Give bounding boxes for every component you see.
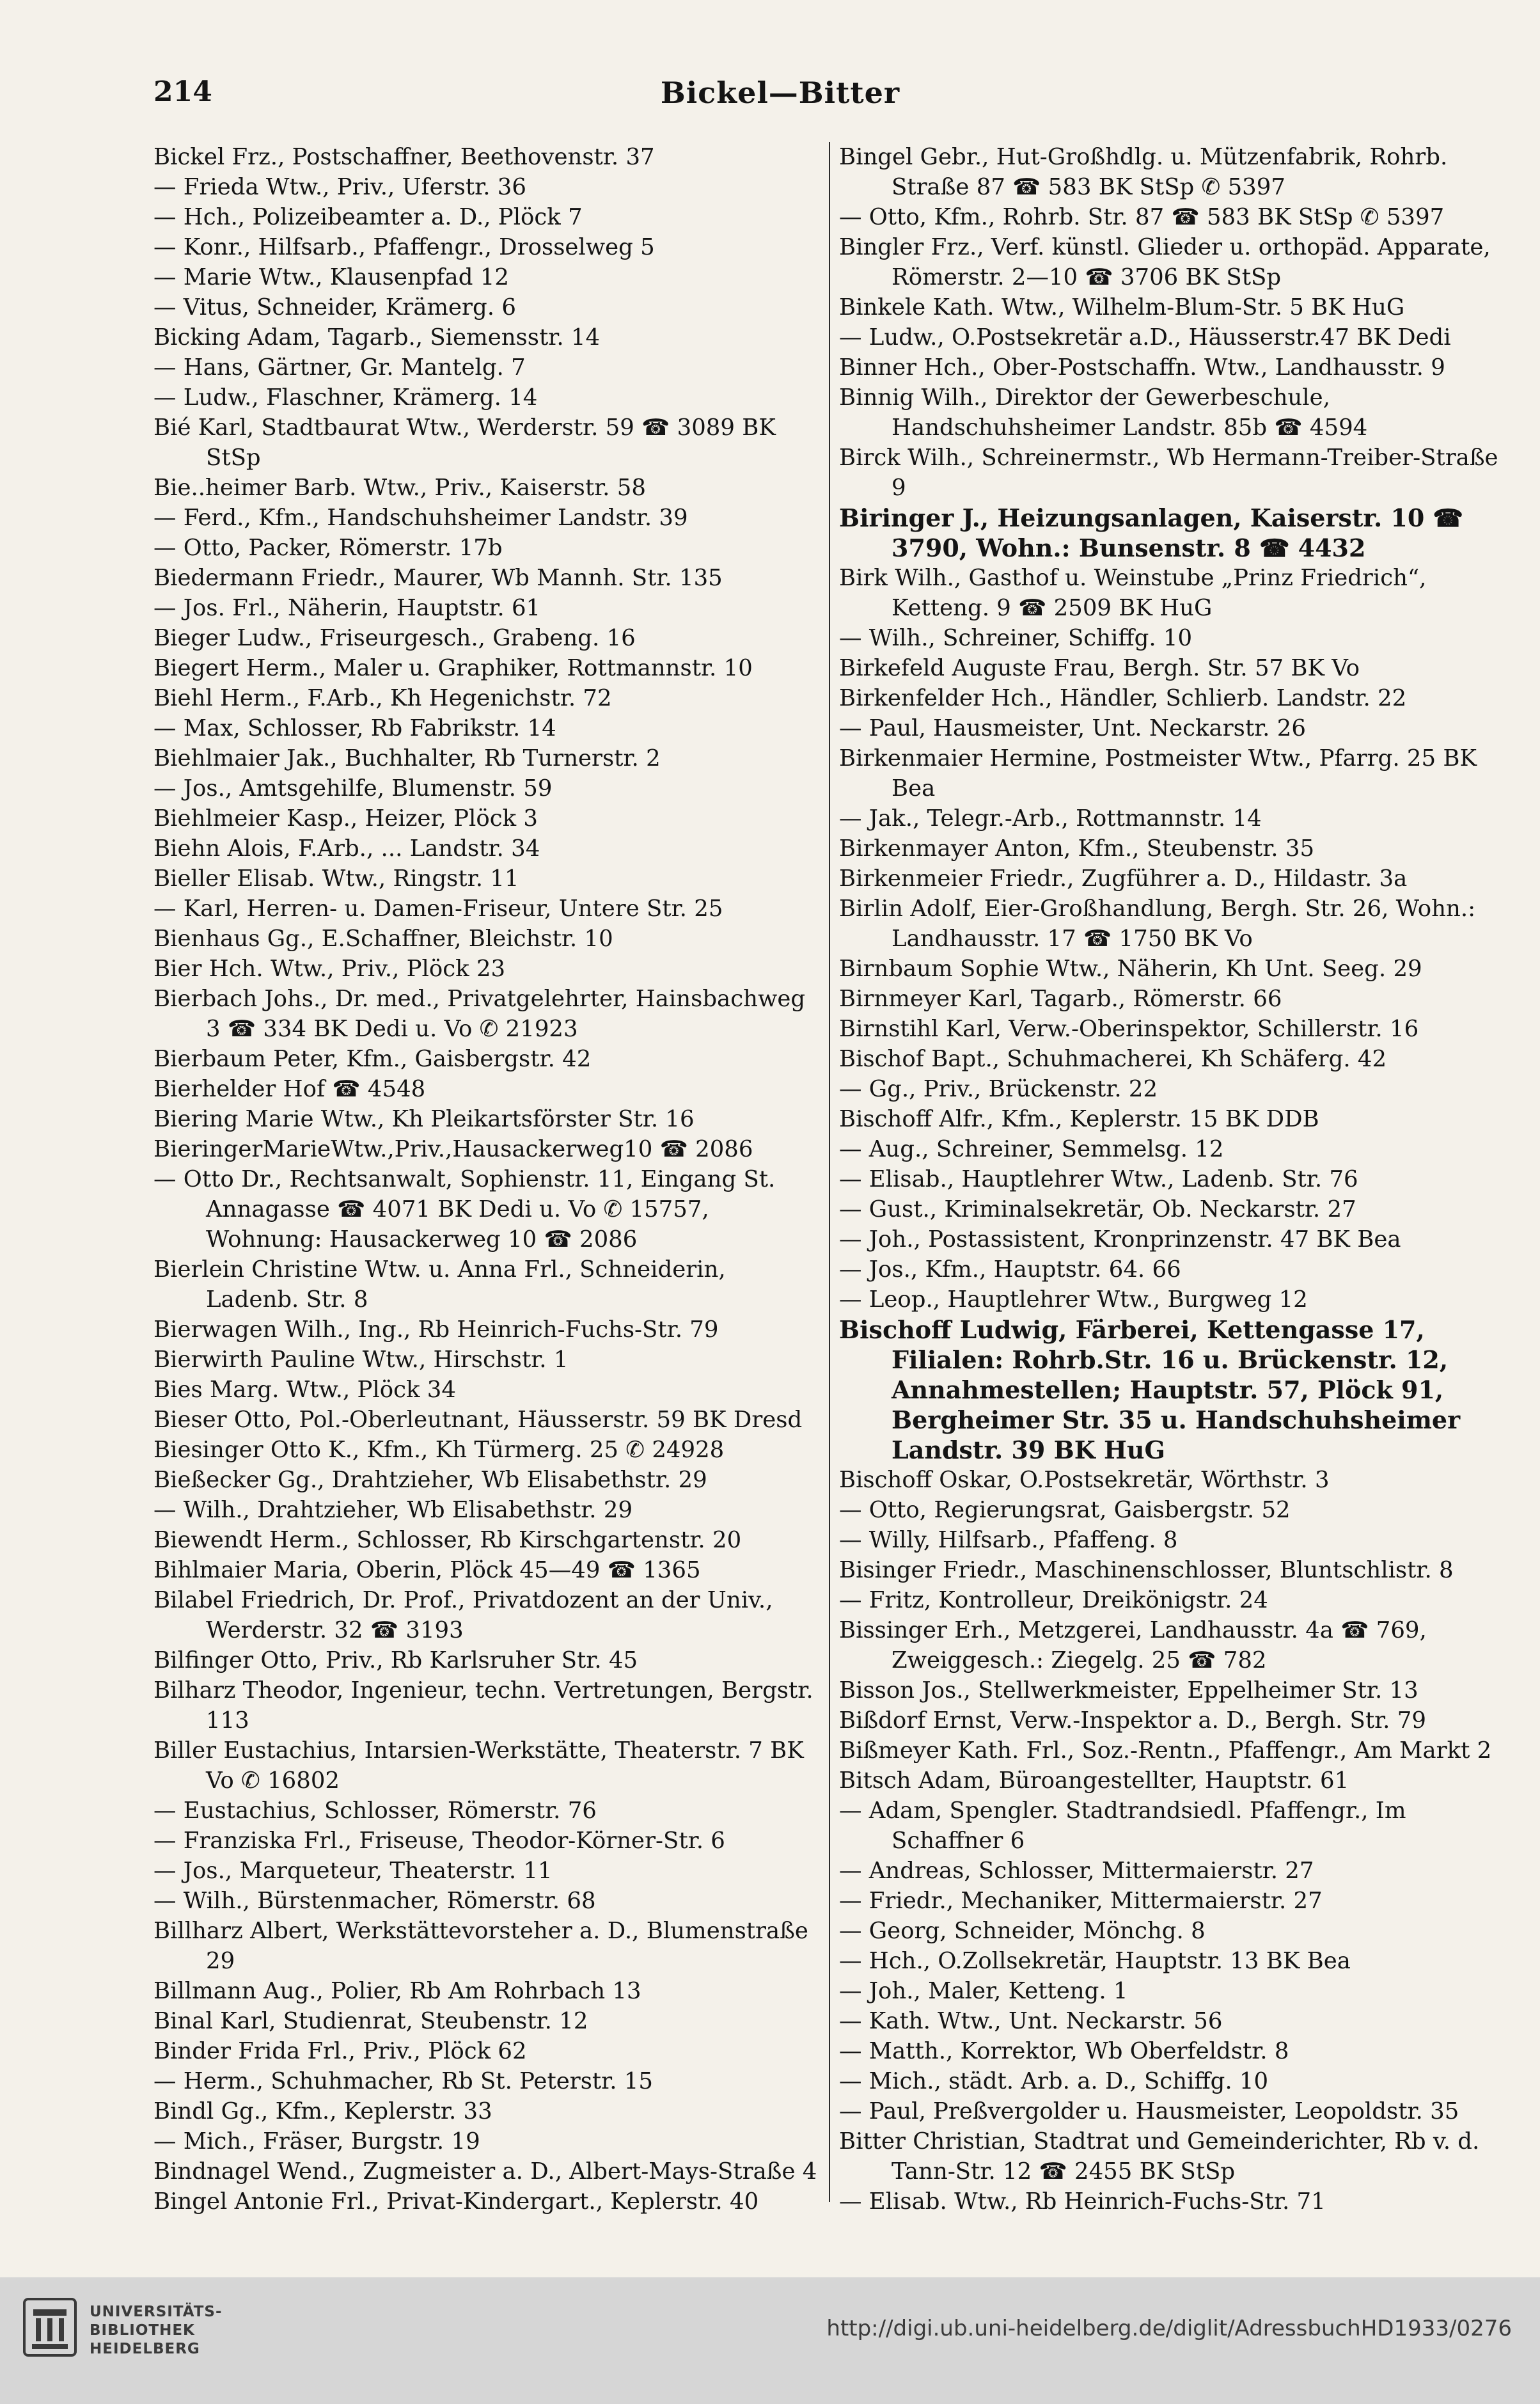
directory-entry: Bingel Gebr., Hut-Großhdlg. u. Mützenfabrik, Rohrb. Straße 87 ☎ 583 BK StSp ✆ 5397 bbox=[839, 144, 1448, 200]
directory-entry: Birkenfelder Hch., Händler, Schlierb. Landstr. 22 bbox=[839, 685, 1407, 711]
directory-entry: Bilabel Friedrich, Dr. Prof., Privatdozent an der Univ., Werderstr. 32 ☎ 3193 bbox=[153, 1587, 773, 1643]
directory-entry: Bingler Frz., Verf. künstl. Glieder u. orthopäd. Apparate, Römerstr. 2—10 ☎ 3706 BK StSp bbox=[839, 234, 1491, 290]
directory-entry: Biering Marie Wtw., Kh Pleikartsförster Str. 16 bbox=[153, 1106, 695, 1132]
directory-entry: — Hch., O.Zollsekretär, Hauptstr. 13 BK Bea bbox=[839, 1948, 1351, 1974]
directory-entry: Biehl Herm., F.Arb., Kh Hegenichstr. 72 bbox=[153, 685, 612, 711]
directory-entry: — Wilh., Bürstenmacher, Römerstr. 68 bbox=[153, 1888, 596, 1914]
directory-entry: Bisson Jos., Stellwerkmeister, Eppelheimer Str. 13 bbox=[839, 1677, 1418, 1704]
page-header bbox=[153, 75, 1407, 127]
directory-entry: Bicking Adam, Tagarb., Siemensstr. 14 bbox=[153, 324, 601, 351]
directory-entry: Bindl Gg., Kfm., Keplerstr. 33 bbox=[153, 2098, 492, 2124]
directory-entry: — Jos. Frl., Näherin, Hauptstr. 61 bbox=[153, 595, 541, 621]
directory-entry: — Paul, Preßvergolder u. Hausmeister, Leopoldstr. 35 bbox=[839, 2098, 1459, 2124]
directory-entry: — Hans, Gärtner, Gr. Mantelg. 7 bbox=[153, 354, 526, 381]
directory-entry: Biedermann Friedr., Maurer, Wb Mannh. Str. 135 bbox=[153, 565, 723, 591]
directory-entry: — Kath. Wtw., Unt. Neckarstr. 56 bbox=[839, 2008, 1223, 2034]
source-url[interactable]: http://digi.ub.uni-heidelberg.de/diglit/AdressbuchHD1933/0276 bbox=[826, 2316, 1512, 2341]
library-name-line: HEIDELBERG bbox=[90, 2341, 200, 2357]
directory-entry: Bingel Antonie Frl., Privat-Kindergart., Keplerstr. 40 bbox=[153, 2188, 759, 2215]
directory-entry: — Fritz, Kontrolleur, Dreikönigstr. 24 bbox=[839, 1587, 1268, 1613]
directory-entry: Bisinger Friedr., Maschinenschlosser, Bluntschlistr. 8 bbox=[839, 1557, 1454, 1583]
directory-entry: Bilharz Theodor, Ingenieur, techn. Vertretungen, Bergstr. 113 bbox=[153, 1677, 813, 1734]
directory-entry: — Mich., städt. Arb. a. D., Schiffg. 10 bbox=[839, 2068, 1269, 2094]
directory-entry: Binkele Kath. Wtw., Wilhelm-Blum-Str. 5 BK HuG bbox=[839, 294, 1405, 320]
directory-entry: — Elisab. Wtw., Rb Heinrich-Fuchs-Str. 71 bbox=[839, 2188, 1326, 2215]
directory-entry: Bissinger Erh., Metzgerei, Landhausstr. 4a ☎ 769, Zweiggesch.: Ziegelg. 25 ☎ 782 bbox=[839, 1617, 1427, 1673]
library-name bbox=[90, 2303, 256, 2359]
directory-entry: Bierwirth Pauline Wtw., Hirschstr. 1 bbox=[153, 1347, 569, 1373]
directory-entry: — Willy, Hilfsarb., Pfaffeng. 8 bbox=[839, 1527, 1178, 1553]
directory-entry: Birnstihl Karl, Verw.-Oberinspektor, Schillerstr. 16 bbox=[839, 1016, 1419, 1042]
directory-entry: — Matth., Korrektor, Wb Oberfeldstr. 8 bbox=[839, 2038, 1289, 2064]
directory-entry: Billmann Aug., Polier, Rb Am Rohrbach 13 bbox=[153, 1978, 641, 2004]
directory-entry: — Gust., Kriminalsekretär, Ob. Neckarstr. 27 bbox=[839, 1196, 1356, 1222]
directory-entry: — Friedr., Mechaniker, Mittermaierstr. 27 bbox=[839, 1888, 1323, 1914]
directory-entry: Bieger Ludw., Friseurgesch., Grabeng. 16 bbox=[153, 625, 636, 651]
directory-entry: — Mich., Fräser, Burgstr. 19 bbox=[153, 2128, 480, 2155]
right-column bbox=[839, 142, 1517, 2217]
directory-entry: — Franziska Frl., Friseuse, Theodor-Körner-Str. 6 bbox=[153, 1828, 725, 1854]
directory-entry: Bierbach Johs., Dr. med., Privatgelehrter, Hainsbachweg 3 ☎ 334 BK Dedi u. Vo ✆ 21923 bbox=[153, 986, 806, 1042]
directory-entry: Bié Karl, Stadtbaurat Wtw., Werderstr. 59 ☎ 3089 BK StSp bbox=[153, 415, 776, 471]
directory-entry: Bieller Elisab. Wtw., Ringstr. 11 bbox=[153, 866, 519, 892]
directory-entry: Binnig Wilh., Direktor der Gewerbeschule, Handschuhsheimer Landstr. 85b ☎ 4594 bbox=[839, 384, 1368, 441]
page-number: 214 bbox=[153, 75, 212, 108]
directory-entry: — Ludw., Flaschner, Krämerg. 14 bbox=[153, 384, 538, 411]
directory-entry: Biringer J., Heizungsanlagen, Kaiserstr. 10 ☎ 3790, Wohn.: Bunsenstr. 8 ☎ 4432 bbox=[839, 503, 1463, 562]
directory-entry: — Karl, Herren- u. Damen-Friseur, Untere Str. 25 bbox=[153, 896, 723, 922]
directory-entry: Bierhelder Hof ☎ 4548 bbox=[153, 1076, 426, 1102]
directory-entry: Birkenmaier Hermine, Postmeister Wtw., Pfarrg. 25 BK Bea bbox=[839, 745, 1477, 802]
directory-entry: Bierlein Christine Wtw. u. Anna Frl., Schneiderin, Ladenb. Str. 8 bbox=[153, 1256, 726, 1313]
directory-entry: Bie..heimer Barb. Wtw., Priv., Kaiserstr. 58 bbox=[153, 475, 646, 501]
directory-entry: — Elisab., Hauptlehrer Wtw., Ladenb. Str. 76 bbox=[839, 1166, 1358, 1192]
directory-entry: — Andreas, Schlosser, Mittermaierstr. 27 bbox=[839, 1858, 1314, 1884]
directory-entry: Biesinger Otto K., Kfm., Kh Türmerg. 25 ✆ 24928 bbox=[153, 1437, 725, 1463]
library-seal-icon bbox=[22, 2297, 78, 2358]
directory-entry: — Otto, Packer, Römerstr. 17b bbox=[153, 535, 503, 561]
directory-entry: Birlin Adolf, Eier-Großhandlung, Bergh. Str. 26, Wohn.: Landhausstr. 17 ☎ 1750 BK Vo bbox=[839, 896, 1476, 952]
directory-entry: Bießecker Gg., Drahtzieher, Wb Elisabethstr. 29 bbox=[153, 1467, 707, 1493]
directory-entry: — Joh., Maler, Ketteng. 1 bbox=[839, 1978, 1128, 2004]
directory-entry: — Aug., Schreiner, Semmelsg. 12 bbox=[839, 1136, 1224, 1162]
directory-entry: Biehlmeier Kasp., Heizer, Plöck 3 bbox=[153, 805, 538, 832]
directory-entry: Bischoff Ludwig, Färberei, Kettengasse 17, Filialen: Rohrb.Str. 16 u. Brückenstr. 12, Annahmestellen; Hauptstr. 57, Plöck 91, Bergheimer Str. 35 u. Handschuhsheimer Landstr. 39 BK HuG bbox=[839, 1315, 1461, 1464]
directory-entry: — Otto, Regierungsrat, Gaisbergstr. 52 bbox=[839, 1497, 1291, 1523]
directory-entry: Bischof Bapt., Schuhmacherei, Kh Schäferg. 42 bbox=[839, 1046, 1387, 1072]
directory-entry: Biehn Alois, F.Arb., ... Landstr. 34 bbox=[153, 835, 540, 862]
directory-entry: — Wilh., Drahtzieher, Wb Elisabethstr. 29 bbox=[153, 1497, 633, 1523]
left-column bbox=[153, 142, 825, 2217]
directory-entry: — Hch., Polizeibeamter a. D., Plöck 7 bbox=[153, 204, 583, 230]
running-head: Bickel—Bitter bbox=[660, 75, 900, 110]
directory-entry: Birkefeld Auguste Frau, Bergh. Str. 57 BK Vo bbox=[839, 655, 1360, 681]
directory-entry: — Eustachius, Schlosser, Römerstr. 76 bbox=[153, 1798, 597, 1824]
directory-entry: Bieser Otto, Pol.-Oberleutnant, Häusserstr. 59 BK Dresd bbox=[153, 1407, 803, 1433]
directory-entry: Bischoff Oskar, O.Postsekretär, Wörthstr. 3 bbox=[839, 1467, 1330, 1493]
directory-entry: — Leop., Hauptlehrer Wtw., Burgweg 12 bbox=[839, 1286, 1308, 1313]
directory-entry: — Georg, Schneider, Mönchg. 8 bbox=[839, 1918, 1206, 1944]
directory-entry: Bilfinger Otto, Priv., Rb Karlsruher Str. 45 bbox=[153, 1647, 638, 1673]
directory-entry: Birnbaum Sophie Wtw., Näherin, Kh Unt. Seeg. 29 bbox=[839, 956, 1422, 982]
directory-entry: Biller Eustachius, Intarsien-Werkstätte, Theaterstr. 7 BK Vo ✆ 16802 bbox=[153, 1737, 804, 1794]
directory-entry: — Gg., Priv., Brückenstr. 22 bbox=[839, 1076, 1158, 1102]
directory-entry: — Ferd., Kfm., Handschuhsheimer Landstr. 39 bbox=[153, 505, 688, 531]
directory-entry: — Frieda Wtw., Priv., Uferstr. 36 bbox=[153, 174, 526, 200]
directory-entry: Bißmeyer Kath. Frl., Soz.-Rentn., Pfaffengr., Am Markt 2 bbox=[839, 1737, 1492, 1764]
directory-entry: Biewendt Herm., Schlosser, Rb Kirschgartenstr. 20 bbox=[153, 1527, 742, 1553]
directory-entry: Birk Wilh., Gasthof u. Weinstube „Prinz Friedrich“, Ketteng. 9 ☎ 2509 BK HuG bbox=[839, 565, 1427, 621]
directory-entry: Birck Wilh., Schreinermstr., Wb Hermann-Treiber-Straße 9 bbox=[839, 445, 1498, 501]
directory-entry: Bihlmaier Maria, Oberin, Plöck 45—49 ☎ 1365 bbox=[153, 1557, 701, 1583]
directory-entry: — Joh., Postassistent, Kronprinzenstr. 47 BK Bea bbox=[839, 1226, 1401, 1253]
directory-entry: — Jak., Telegr.-Arb., Rottmannstr. 14 bbox=[839, 805, 1262, 832]
directory-entry: — Adam, Spengler. Stadtrandsiedl. Pfaffengr., Im Schaffner 6 bbox=[839, 1798, 1406, 1854]
directory-entry: — Ludw., O.Postsekretär a.D., Häusserstr.47 BK Dedi bbox=[839, 324, 1451, 351]
directory-entry: — Wilh., Schreiner, Schiffg. 10 bbox=[839, 625, 1193, 651]
directory-entry: — Marie Wtw., Klausenpfad 12 bbox=[153, 264, 509, 290]
directory-entry: Bierwagen Wilh., Ing., Rb Heinrich-Fuchs-Str. 79 bbox=[153, 1317, 719, 1343]
directory-entry: — Herm., Schuhmacher, Rb St. Peterstr. 15 bbox=[153, 2068, 653, 2094]
library-name-line: UNIVERSITÄTS- bbox=[90, 2304, 223, 2320]
directory-entry: Biegert Herm., Maler u. Graphiker, Rottmannstr. 10 bbox=[153, 655, 753, 681]
directory-entry: BieringerMarieWtw.,Priv.,Hausackerweg10 ☎ 2086 bbox=[153, 1136, 753, 1162]
directory-entry: — Jos., Kfm., Hauptstr. 64. 66 bbox=[839, 1256, 1181, 1283]
directory-entry: Birkenmayer Anton, Kfm., Steubenstr. 35 bbox=[839, 835, 1315, 862]
directory-entry: Bierbaum Peter, Kfm., Gaisbergstr. 42 bbox=[153, 1046, 592, 1072]
directory-entry: Billharz Albert, Werkstättevorsteher a. D., Blumenstraße 29 bbox=[153, 1918, 808, 1974]
directory-entry: Bies Marg. Wtw., Plöck 34 bbox=[153, 1377, 456, 1403]
directory-entry: Bißdorf Ernst, Verw.-Inspektor a. D., Bergh. Str. 79 bbox=[839, 1707, 1426, 1734]
directory-entry: — Max, Schlosser, Rb Fabrikstr. 14 bbox=[153, 715, 556, 741]
directory-entry: — Otto, Kfm., Rohrb. Str. 87 ☎ 583 BK StSp ✆ 5397 bbox=[839, 204, 1445, 230]
directory-entry: — Jos., Amtsgehilfe, Blumenstr. 59 bbox=[153, 775, 553, 802]
directory-entry: Birkenmeier Friedr., Zugführer a. D., Hildastr. 3a bbox=[839, 866, 1408, 892]
directory-entry: Bitsch Adam, Büroangestellter, Hauptstr. 61 bbox=[839, 1767, 1349, 1794]
directory-entry: Birnmeyer Karl, Tagarb., Römerstr. 66 bbox=[839, 986, 1282, 1012]
directory-entry: — Paul, Hausmeister, Unt. Neckarstr. 26 bbox=[839, 715, 1306, 741]
directory-entry: Binner Hch., Ober-Postschaffn. Wtw., Landhausstr. 9 bbox=[839, 354, 1445, 381]
directory-entry: — Vitus, Schneider, Krämerg. 6 bbox=[153, 294, 516, 320]
footer-bar bbox=[0, 2277, 1540, 2404]
directory-entry: — Otto Dr., Rechtsanwalt, Sophienstr. 11, Eingang St. Annagasse ☎ 4071 BK Dedi u. Vo ✆ 15757, Wohnung: Hausackerweg 10 ☎ 2086 bbox=[153, 1166, 776, 1253]
directory-entry: Bitter Christian, Stadtrat und Gemeinderichter, Rb v. d. Tann-Str. 12 ☎ 2455 BK StSp bbox=[839, 2128, 1480, 2185]
directory-entry: Bindnagel Wend., Zugmeister a. D., Albert-Mays-Straße 4 bbox=[153, 2158, 817, 2185]
directory-entry: Bienhaus Gg., E.Schaffner, Bleichstr. 10 bbox=[153, 926, 613, 952]
directory-entry: Bickel Frz., Postschaffner, Beethovenstr. 37 bbox=[153, 144, 655, 170]
directory-entry: Bier Hch. Wtw., Priv., Plöck 23 bbox=[153, 956, 506, 982]
directory-entry: Binal Karl, Studienrat, Steubenstr. 12 bbox=[153, 2008, 588, 2034]
directory-entry: Binder Frida Frl., Priv., Plöck 62 bbox=[153, 2038, 527, 2064]
directory-entry: Bischoff Alfr., Kfm., Keplerstr. 15 BK DDB bbox=[839, 1106, 1319, 1132]
directory-entry: — Jos., Marqueteur, Theaterstr. 11 bbox=[153, 1858, 553, 1884]
library-name-line: BIBLIOTHEK bbox=[90, 2322, 195, 2339]
column-divider bbox=[829, 142, 830, 2202]
directory-entry: Biehlmaier Jak., Buchhalter, Rb Turnerstr. 2 bbox=[153, 745, 661, 771]
directory-entry: — Konr., Hilfsarb., Pfaffengr., Drosselweg 5 bbox=[153, 234, 655, 260]
